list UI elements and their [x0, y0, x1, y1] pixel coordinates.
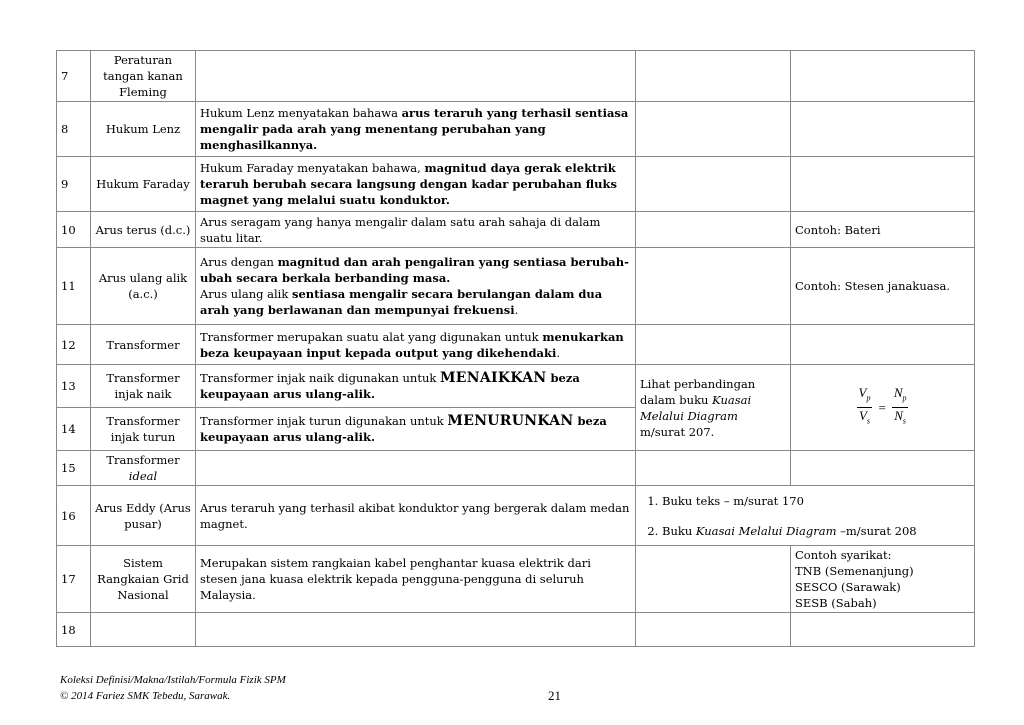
row-number: 14: [57, 408, 91, 451]
row-number: 13: [57, 365, 91, 408]
definition: Transformer merupakan suatu alat yang digunakan untuk menukarkan beza keupayaan input kepada output yang dikehendaki.: [196, 325, 636, 365]
definition: Transformer injak turun digunakan untuk MENURUNKAN beza keupayaan arus ulang-alik.: [196, 408, 636, 451]
footer-copyright: © 2014 Fariez SMK Tebedu, Sarawak.: [60, 690, 231, 702]
row-number: 8: [57, 102, 91, 157]
definition: Arus seragam yang hanya mengalir dalam satu arah sahaja di dalam suatu litar.: [196, 212, 636, 248]
row-number: 9: [57, 157, 91, 212]
definition: Transformer injak naik digunakan untuk MENAIKKAN beza keupayaan arus ulang-alik.: [196, 365, 636, 408]
table-row: [57, 212, 975, 248]
term: Sistem Rangkaian Grid Nasional: [91, 546, 196, 613]
table-row: [57, 51, 975, 102]
table-row: [57, 248, 975, 325]
example: Contoh: Stesen janakuasa.: [791, 248, 975, 325]
row-number: 10: [57, 212, 91, 248]
transformer-formula: $\frac{V_p}{V_s}$ = $\frac{N_p}{N_s}$: [791, 365, 975, 451]
definition: Arus teraruh yang terhasil akibat konduktor yang bergerak dalam medan magnet.: [196, 486, 636, 546]
term: Transformer ideal: [91, 451, 196, 486]
transformer-reference: Lihat perbandingan dalam buku Kuasai Melalui Diagram m/surat 207.: [636, 365, 791, 451]
definition: Hukum Lenz menyatakan bahawa arus teraruh yang terhasil sentiasa mengalir pada arah yang menentang perubahan yang menghasilkannya.: [196, 102, 636, 157]
term: Peraturan tangan kanan Fleming: [91, 51, 196, 102]
footer-title: Koleksi Definisi/Makna/Istilah/Formula Fizik SPM: [60, 674, 286, 686]
table-row: [57, 613, 975, 647]
references: [636, 486, 975, 546]
row-number: 15: [57, 451, 91, 486]
definition: Arus dengan magnitud dan arah pengaliran yang sentiasa berubah-ubah secara berkala berbanding masa. Arus ulang alik sentiasa mengalir secara berulangan dalam dua arah yang berlawanan dan mempunyai frekuensi.: [196, 248, 636, 325]
row-number: 17: [57, 546, 91, 613]
grid-examples: Contoh syarikat: TNB (Semenanjung) SESCO (Sarawak) SESB (Sabah): [791, 546, 975, 613]
row-number: 18: [57, 613, 91, 647]
term: Hukum Lenz: [91, 102, 196, 157]
row-number: 16: [57, 486, 91, 546]
term: Transformer injak turun: [91, 408, 196, 451]
page-number: 21: [548, 688, 561, 703]
list-item: 1. Buku teks – m/surat 170: [662, 493, 970, 509]
row-number: 11: [57, 248, 91, 325]
table-row: [57, 546, 975, 613]
table-row: [57, 102, 975, 157]
table-row: [57, 157, 975, 212]
table-row: [57, 325, 975, 365]
term: Arus terus (d.c.): [91, 212, 196, 248]
table-row: [57, 451, 975, 486]
table-row: [57, 486, 975, 546]
term: Transformer injak naik: [91, 365, 196, 408]
term: Hukum Faraday: [91, 157, 196, 212]
row-number: 7: [57, 51, 91, 102]
row-number: 12: [57, 325, 91, 365]
table-row: [57, 365, 975, 408]
example: Contoh: Bateri: [791, 212, 975, 248]
term: Arus Eddy (Arus pusar): [91, 486, 196, 546]
list-item: 2. Buku Kuasai Melalui Diagram –m/surat 208: [662, 523, 970, 539]
term: Arus ulang alik (a.c.): [91, 248, 196, 325]
definitions-table: [56, 50, 975, 647]
definition: [196, 51, 636, 102]
term: Transformer: [91, 325, 196, 365]
definition: Merupakan sistem rangkaian kabel penghantar kuasa elektrik dari stesen jana kuasa elektrik kepada pengguna-pengguna di seluruh Malaysia.: [196, 546, 636, 613]
definition: Hukum Faraday menyatakan bahawa, magnitud daya gerak elektrik teraruh berubah secara langsung dengan kadar perubahan fluks magnet yang melalui suatu konduktor.: [196, 157, 636, 212]
